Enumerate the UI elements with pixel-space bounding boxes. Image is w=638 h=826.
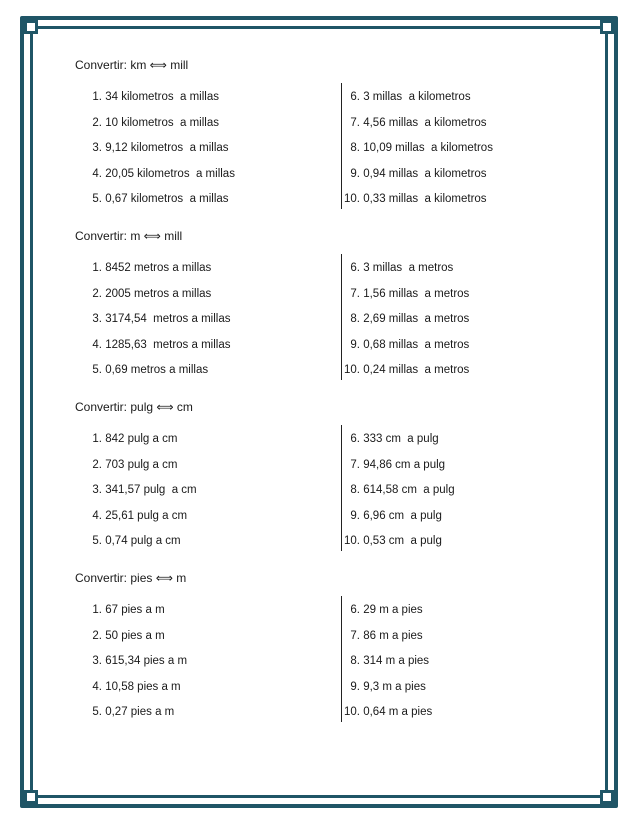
- exercise-item: [340, 91, 471, 103]
- exercise-number: 6.: [350, 604, 360, 616]
- exercise-text: 333 cm a pulg: [363, 433, 439, 445]
- exercise-item: [340, 433, 439, 445]
- exercise-text: 1,56 millas a metros: [363, 287, 470, 300]
- exercise-item: [88, 117, 219, 129]
- exercise-item: [88, 262, 211, 274]
- exercise-number: 7.: [350, 629, 360, 642]
- exercise-number: 2.: [92, 287, 102, 300]
- exercise-number: 10.: [344, 706, 360, 718]
- exercise-text: 0,69 metros a millas: [105, 364, 209, 376]
- exercise-number: 5.: [92, 364, 102, 376]
- section-title: Convertir: km ⟺ mill: [75, 58, 189, 72]
- exercise-number: 4.: [92, 509, 102, 522]
- exercise-number: 10.: [344, 535, 360, 547]
- exercise-number: 4.: [92, 680, 102, 693]
- exercise-text: 0,74 pulg a cm: [105, 535, 181, 547]
- exercise-number: 8.: [350, 655, 360, 667]
- exercise-item: [340, 484, 455, 496]
- exercise-text: 50 pies a m: [105, 629, 165, 642]
- exercise-text: 3 millas a kilometros: [363, 91, 471, 103]
- exercise-number: 3.: [92, 313, 102, 325]
- section-title: Convertir: m ⟺ mill: [75, 229, 183, 243]
- exercise-number: 9.: [350, 680, 360, 693]
- exercise-text: 9,12 kilometros a millas: [105, 142, 229, 154]
- exercise-number: 9.: [350, 338, 360, 351]
- exercise-item: [340, 655, 429, 667]
- exercise-number: 9.: [350, 167, 360, 180]
- exercise-text: 314 m a pies: [363, 655, 430, 667]
- exercise-text: 34 kilometros a millas: [105, 91, 219, 103]
- border-corner-top-left: [24, 20, 38, 34]
- exercise-item: [88, 142, 229, 154]
- exercise-item: [340, 193, 487, 205]
- exercise-item: [88, 681, 181, 693]
- exercise-number: 7.: [350, 116, 360, 129]
- exercise-item: [340, 604, 423, 616]
- exercise-text: 0,53 cm a pulg: [363, 535, 442, 547]
- exercise-text: 0,67 kilometros a millas: [105, 193, 229, 205]
- exercise-number: 3.: [92, 655, 102, 667]
- exercise-item: [88, 459, 177, 471]
- exercise-item: [88, 313, 231, 325]
- exercise-number: 1.: [92, 262, 102, 274]
- exercise-item: [88, 655, 187, 667]
- exercise-item: [88, 630, 165, 642]
- exercise-item: [88, 510, 187, 522]
- exercise-item: [88, 433, 177, 445]
- exercise-item: [340, 168, 487, 180]
- exercise-item: [340, 313, 469, 325]
- exercise-text: 0,24 millas a metros: [363, 364, 470, 376]
- border-corner-bottom-right: [600, 790, 614, 804]
- exercise-text: 3174,54 metros a millas: [105, 313, 231, 325]
- exercise-text: 614,58 cm a pulg: [363, 484, 455, 496]
- exercise-number: 6.: [350, 262, 360, 274]
- exercise-item: [340, 681, 426, 693]
- exercise-number: 8.: [350, 313, 360, 325]
- exercise-item: [88, 364, 208, 376]
- border-corner-top-right: [600, 20, 614, 34]
- exercise-number: 1.: [92, 433, 102, 445]
- exercise-text: 2,69 millas a metros: [363, 313, 470, 325]
- exercise-text: 703 pulg a cm: [105, 458, 178, 471]
- exercise-number: 6.: [350, 433, 360, 445]
- exercise-number: 8.: [350, 142, 360, 154]
- exercise-number: 5.: [92, 535, 102, 547]
- exercise-text: 10 kilometros a millas: [105, 116, 219, 129]
- exercise-number: 5.: [92, 193, 102, 205]
- exercise-item: [88, 288, 211, 300]
- exercise-text: 615,34 pies a m: [105, 655, 188, 667]
- exercise-text: 1285,63 metros a millas: [105, 338, 231, 351]
- exercise-text: 3 millas a metros: [363, 262, 454, 274]
- exercise-text: 0,27 pies a m: [105, 706, 175, 718]
- exercise-item: [340, 630, 423, 642]
- exercise-text: 8452 metros a millas: [105, 262, 212, 274]
- exercise-text: 10,09 millas a kilometros: [363, 142, 493, 154]
- exercise-number: 4.: [92, 338, 102, 351]
- exercise-text: 67 pies a m: [105, 604, 165, 616]
- exercise-number: 1.: [92, 91, 102, 103]
- exercise-item: [88, 484, 197, 496]
- exercise-item: [88, 604, 165, 616]
- exercise-text: 86 m a pies: [363, 629, 423, 642]
- exercise-text: 0,94 millas a kilometros: [363, 167, 487, 180]
- exercise-item: [340, 142, 493, 154]
- border-corner-bottom-left: [24, 790, 38, 804]
- exercise-text: 6,96 cm a pulg: [363, 509, 442, 522]
- exercise-item: [340, 339, 469, 351]
- exercise-number: 9.: [350, 509, 360, 522]
- exercise-item: [340, 262, 453, 274]
- exercise-text: 10,58 pies a m: [105, 680, 181, 693]
- exercise-number: 10.: [344, 364, 360, 376]
- exercise-number: 7.: [350, 458, 360, 471]
- exercise-item: [88, 91, 219, 103]
- exercise-item: [340, 535, 442, 547]
- exercise-text: 0,33 millas a kilometros: [363, 193, 487, 205]
- exercise-number: 4.: [92, 167, 102, 180]
- exercise-item: [340, 510, 442, 522]
- exercise-number: 2.: [92, 116, 102, 129]
- exercise-number: 3.: [92, 142, 102, 154]
- exercise-number: 6.: [350, 91, 360, 103]
- exercise-number: 10.: [344, 193, 360, 205]
- exercise-item: [88, 706, 174, 718]
- exercise-number: 2.: [92, 629, 102, 642]
- exercise-item: [340, 459, 445, 471]
- exercise-number: 8.: [350, 484, 360, 496]
- exercise-text: 94,86 cm a pulg: [363, 458, 446, 471]
- exercise-text: 29 m a pies: [363, 604, 423, 616]
- exercise-text: 0,64 m a pies: [363, 706, 433, 718]
- exercise-text: 842 pulg a cm: [105, 433, 178, 445]
- exercise-text: 25,61 pulg a cm: [105, 509, 188, 522]
- section-title: Convertir: pies ⟺ m: [75, 571, 187, 585]
- section-title: Convertir: pulg ⟺ cm: [75, 400, 193, 414]
- exercise-item: [88, 339, 231, 351]
- exercise-number: 7.: [350, 287, 360, 300]
- exercise-text: 341,57 pulg a cm: [105, 484, 197, 496]
- exercise-number: 5.: [92, 706, 102, 718]
- exercise-item: [340, 364, 469, 376]
- exercise-text: 0,68 millas a metros: [363, 338, 470, 351]
- exercise-item: [88, 168, 235, 180]
- exercise-text: 2005 metros a millas: [105, 287, 212, 300]
- exercise-item: [340, 288, 469, 300]
- exercise-text: 9,3 m a pies: [363, 680, 426, 693]
- exercise-item: [340, 706, 432, 718]
- exercise-item: [88, 535, 181, 547]
- exercise-number: 3.: [92, 484, 102, 496]
- exercise-item: [340, 117, 487, 129]
- exercise-number: 2.: [92, 458, 102, 471]
- exercise-item: [88, 193, 229, 205]
- exercise-number: 1.: [92, 604, 102, 616]
- exercise-text: 4,56 millas a kilometros: [363, 116, 487, 129]
- exercise-text: 20,05 kilometros a millas: [105, 167, 235, 180]
